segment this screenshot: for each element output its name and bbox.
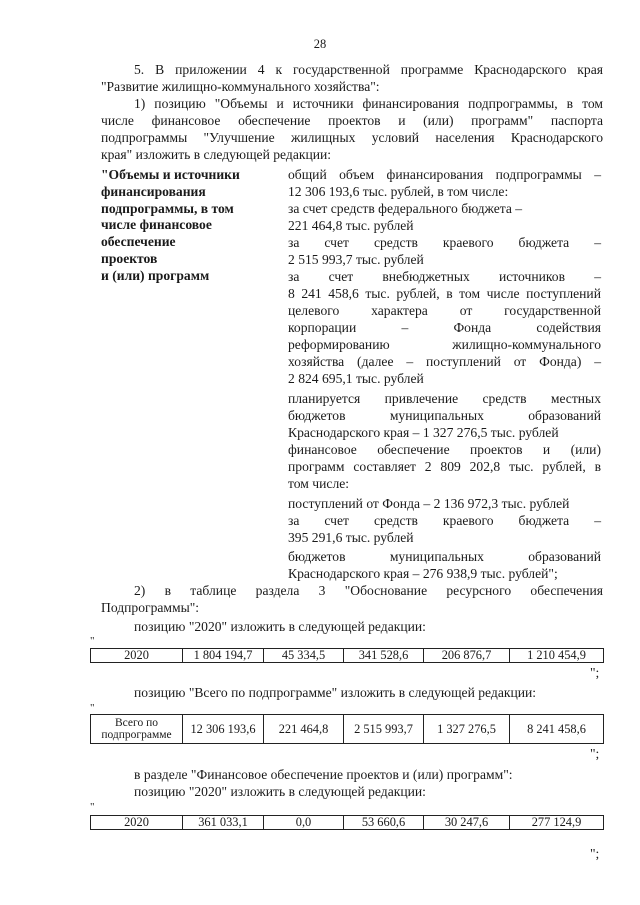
passport-left-line: проектов [101,250,158,266]
passport-right-line: 12 306 193,6 тыс. рублей, в том числе: [288,184,509,199]
table-cell: 2020 [91,649,183,663]
passport-right-line: реформированию жилищно-коммунального [288,337,601,352]
position-2020-instruction-2: позицию "2020" изложить в следующей редакции: [134,784,426,799]
quote-open: " [90,702,95,714]
item1-line-4: края" изложить в следующей редакции: [101,147,332,162]
table-cell: 341 528,6 [344,649,424,663]
table-row-total [90,714,604,744]
passport-right-line: 395 291,6 тыс. рублей [288,530,414,545]
quote-open: " [90,801,95,813]
passport-left-line: финансирования [101,183,206,199]
passport-right-line: Краснодарского края – 1 327 276,5 тыс. рублей [288,425,559,440]
passport-right-line: целевого характера от государственной [288,303,601,318]
passport-left-line: обеспечение [101,234,176,250]
item1-line-1: 1) позицию "Объемы и источники финансирования подпрограммы, в том [134,96,603,111]
passport-right-line: 2 515 993,7 тыс. рублей [288,252,424,267]
passport-right-line: за счет средств краевого бюджета – [288,513,601,528]
table-cell: 1 210 454,9 [510,649,604,663]
passport-right-line: общий объем финансирования подпрограммы – [288,167,601,182]
passport-right-line: за счет внебюджетных источников – [288,269,601,284]
item1-line-3: подпрограммы "Улучшение жилищных условий населения Краснодарского [101,130,603,145]
table-cell: 0,0 [264,816,344,830]
passport-right-line: 2 824 695,1 тыс. рублей [288,371,424,386]
table-cell: 277 124,9 [510,816,604,830]
table-row-2020 [90,648,604,663]
table-cell: 8 241 458,6 [510,715,604,744]
intro-line-2: "Развитие жилищно-коммунального хозяйства": [101,79,380,94]
passport-right-line: бюджетов муниципальных образований [288,408,601,423]
table-cell: 53 660,6 [344,816,424,830]
passport-right-line: за счет средств федерального бюджета – [288,201,523,216]
passport-right-line: 8 241 458,6 тыс. рублей, в том числе поступлений [288,286,601,301]
item2-line-2: Подпрограммы": [101,600,200,615]
passport-right-line: Краснодарского края – 276 938,9 тыс. рублей"; [288,566,558,581]
passport-right-line: финансовое обеспечение проектов и (или) [288,442,601,457]
passport-left-line: и (или) программ [101,267,210,283]
total-instruction: позицию "Всего по подпрограмме" изложить в следующей редакции: [134,685,537,700]
table-cell: 361 033,1 [183,816,264,830]
table-cell: 1 804 194,7 [183,649,264,663]
passport-right-line: программ составляет 2 809 202,8 тыс. рублей, в [288,459,601,474]
table-cell: 206 876,7 [424,649,510,663]
table-cell: 45 334,5 [264,649,344,663]
page-number: 28 [313,37,327,51]
passport-left-line: числе финансовое [101,217,212,233]
section-instruction: в разделе "Финансовое обеспечение проектов и (или) программ": [134,767,513,782]
table-row-2020-projects [90,815,604,830]
passport-right-line: бюджетов муниципальных образований [288,549,601,564]
passport-right-line: том числе: [288,476,350,491]
table-cell: 30 247,6 [424,816,510,830]
table-cell: 1 327 276,5 [424,715,510,744]
table-cell: 2020 [91,816,183,830]
passport-right-line: за счет средств краевого бюджета – [288,235,601,250]
table-cell: 2 515 993,7 [344,715,424,744]
table-cell: 12 306 193,6 [183,715,264,744]
quote-close: "; [590,846,600,861]
passport-right-line: 221 464,8 тыс. рублей [288,218,414,233]
table-cell: 221 464,8 [264,715,344,744]
intro-line-1: 5. В приложении 4 к государственной программе Краснодарского края [134,62,603,77]
quote-close: "; [590,746,600,761]
passport-right-line: поступлений от Фонда – 2 136 972,3 тыс. рублей [288,496,570,511]
passport-left-column [101,167,281,285]
item1-line-2: числе финансовое обеспечение проектов и (или) программ" паспорта [101,113,603,128]
passport-left-line: "Объемы и источники [101,167,240,182]
position-2020-instruction: позицию "2020" изложить в следующей редакции: [134,619,426,634]
item2-line-1: 2) в таблице раздела 3 "Обоснование ресурсного обеспечения [134,583,603,598]
passport-right-line: хозяйства (далее – поступлений от Фонда) – [288,354,601,369]
quote-open: " [90,635,95,647]
table-cell: Всего по подпрограмме [91,715,183,744]
passport-right-line: корпорации – Фонда содействия [288,320,601,335]
passport-left-line: подпрограммы, в том [101,200,234,216]
passport-right-line: планируется привлечение средств местных [288,391,601,406]
quote-close: "; [590,665,600,680]
